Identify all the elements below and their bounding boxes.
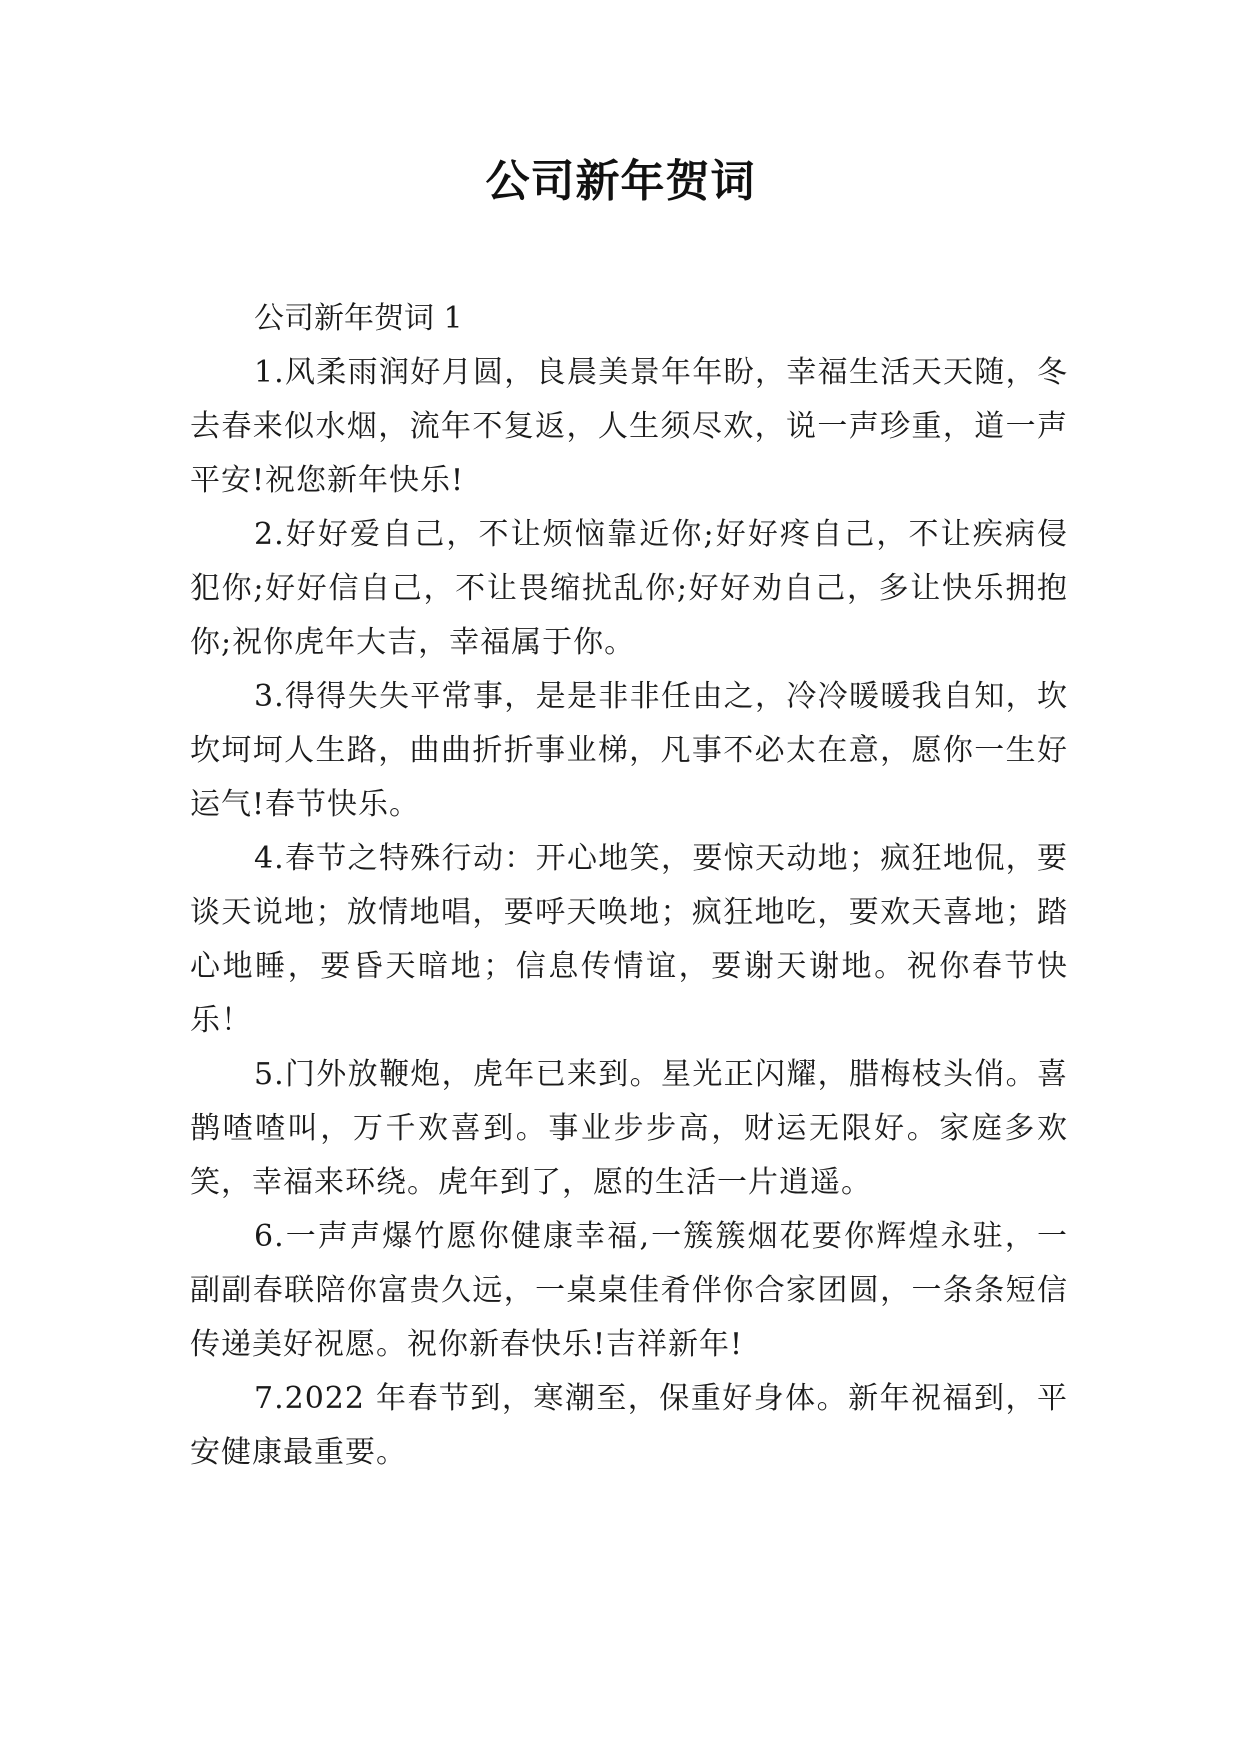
greeting-paragraph-6: 6.一声声爆竹愿你健康幸福,一簇簇烟花要你辉煌永驻，一副副春联陪你富贵久远，一桌桌佳肴伴你合家团圆，一条条短信传递美好祝愿。祝你新春快乐!吉祥新年! <box>190 1219 1068 1362</box>
greeting-paragraph-7: 7.2022 年春节到，寒潮至，保重好身体。新年祝福到，平安健康最重要。 <box>190 1381 1068 1470</box>
greeting-paragraph-3: 3.得得失失平常事，是是非非任由之，冷冷暖暖我自知，坎坎坷坷人生路，曲曲折折事业梯，凡事不必太在意，愿你一生好运气!春节快乐。 <box>190 679 1068 822</box>
greeting-paragraph-1: 1.风柔雨润好月圆，良晨美景年年盼，幸福生活天天随，冬去春来似水烟，流年不复返，人生须尽欢，说一声珍重，道一声平安!祝您新年快乐! <box>190 355 1068 498</box>
greeting-paragraph-5: 5.门外放鞭炮，虎年已来到。星光正闪耀，腊梅枝头俏。喜鹊喳喳叫，万千欢喜到。事业步步高，财运无限好。家庭多欢笑，幸福来环绕。虎年到了，愿的生活一片逍遥。 <box>190 1057 1068 1200</box>
document-body <box>190 292 1068 1480</box>
document-title: 公司新年贺词 <box>485 156 756 207</box>
section-heading: 公司新年贺词 1 <box>254 301 463 336</box>
greeting-paragraph-2: 2.好好爱自己，不让烦恼靠近你;好好疼自己，不让疾病侵犯你;好好信自己，不让畏缩扰乱你;好好劝自己，多让快乐拥抱你;祝你虎年大吉，幸福属于你。 <box>190 517 1068 660</box>
greeting-paragraph-4: 4.春节之特殊行动：开心地笑，要惊天动地；疯狂地侃，要谈天说地；放情地唱，要呼天唤地；疯狂地吃，要欢天喜地；踏心地睡，要昏天暗地；信息传情谊，要谢天谢地。祝你春节快乐！ <box>190 841 1068 1038</box>
